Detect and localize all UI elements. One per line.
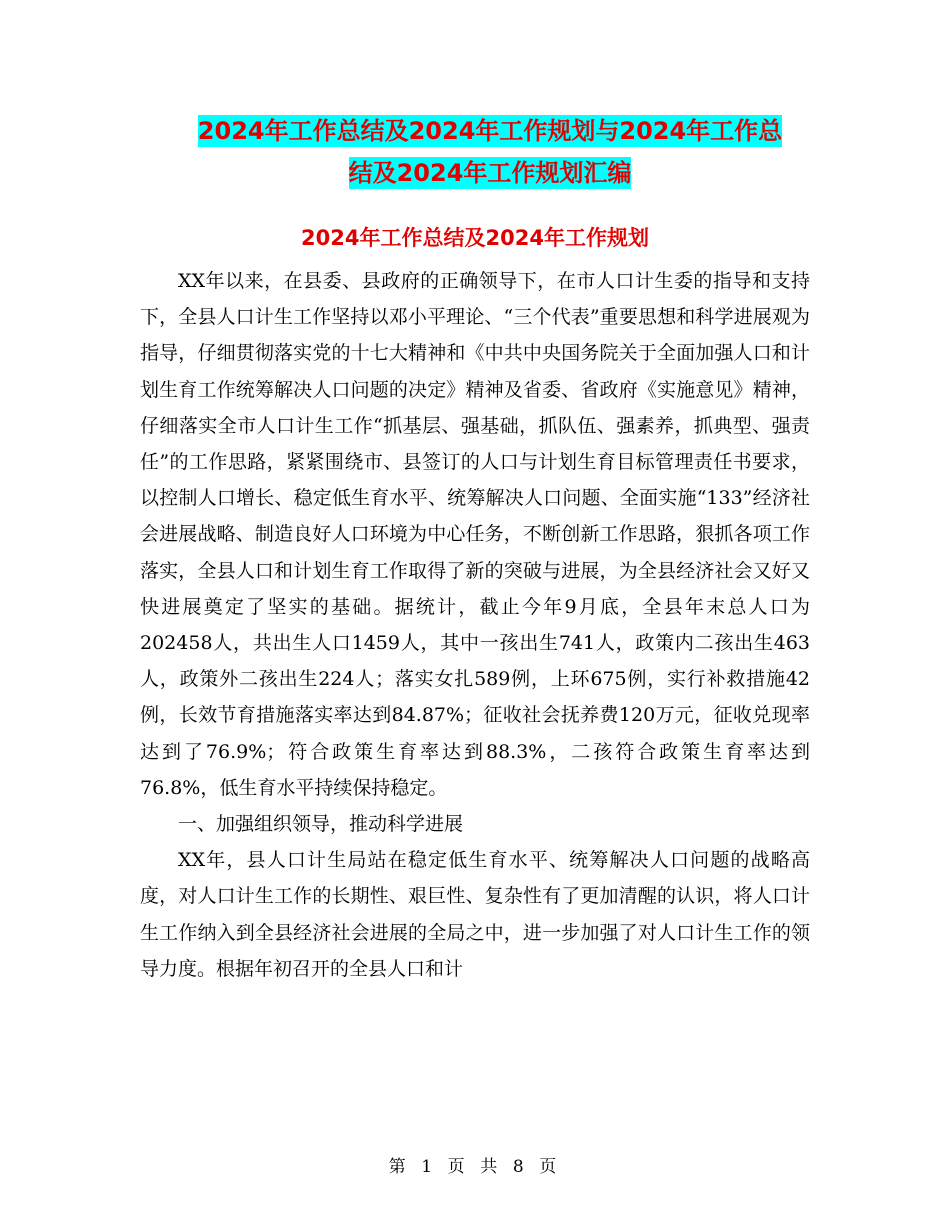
document-title — [140, 110, 840, 194]
page-footer: 第 1 页 共 8 页 — [388, 1157, 562, 1177]
title-line-1: 2024年工作总结及2024年工作规划与2024年工作总 — [197, 117, 783, 145]
section-title: 2024年工作总结及2024年工作规划 — [301, 226, 649, 250]
paragraph-section-1: XX年，县人口计生局站在稳定低生育水平、统筹解决人口问题的战略高度，对人口计生工作的长期性、艰巨性、复杂性有了更加清醒的认识，将人口计生工作纳入到全县经济社会进展的全局之中，进一步加强了对人口计生工作的领导力度。根据年初召开的全县人口和计 — [140, 849, 810, 980]
document-body — [140, 263, 810, 987]
paragraph-intro: XX年以来，在县委、县政府的正确领导下，在市人口计生委的指导和支持下，全县人口计生工作坚持以邓小平理论、“三个代表”重要思想和科学进展观为指导，仔细贯彻落实党的十七大精神和《中共中央国务院关于全面加强人口和计划生育工作统筹解决人口问题的决定》精神及省委、省政府《实施意见》精神，仔细落实全市人口计生工作“抓基层、强基础，抓队伍、强素养，抓典型、强责任”的工作思路，紧紧围绕市、县签订的人口与计划生育目标管理责任书要求，以控制人口增长、稳定低生育水平、统筹解决人口问题、全面实施“133”经济社会进展战略、制造良好人口环境为中心任务，不断创新工作思路，狠抓各项工作落实，全县人口和计划生育工作取得了新的突破与进展，为全县经济社会又好又快进展奠定了坚实的基础。据统计，截止今年9月底，全县年末总人口为202458人，共出生人口1459人，其中一孩出生741人，政策内二孩出生463人，政策外二孩出生224人；落实女扎589例，上环675例，实行补救措施42例，长效节育措施落实率达到84.87%；征收社会抚养费120万元，征收兑现率达到了76.9%；符合政策生育率达到88.3%，二孩符合政策生育率达到76.8%，低生育水平持续保持稳定。 — [140, 270, 810, 799]
paragraph-heading-1: 一、加强组织领导，推动科学进展 — [178, 813, 464, 836]
title-line-2: 结及2024年工作规划汇编 — [348, 159, 632, 187]
